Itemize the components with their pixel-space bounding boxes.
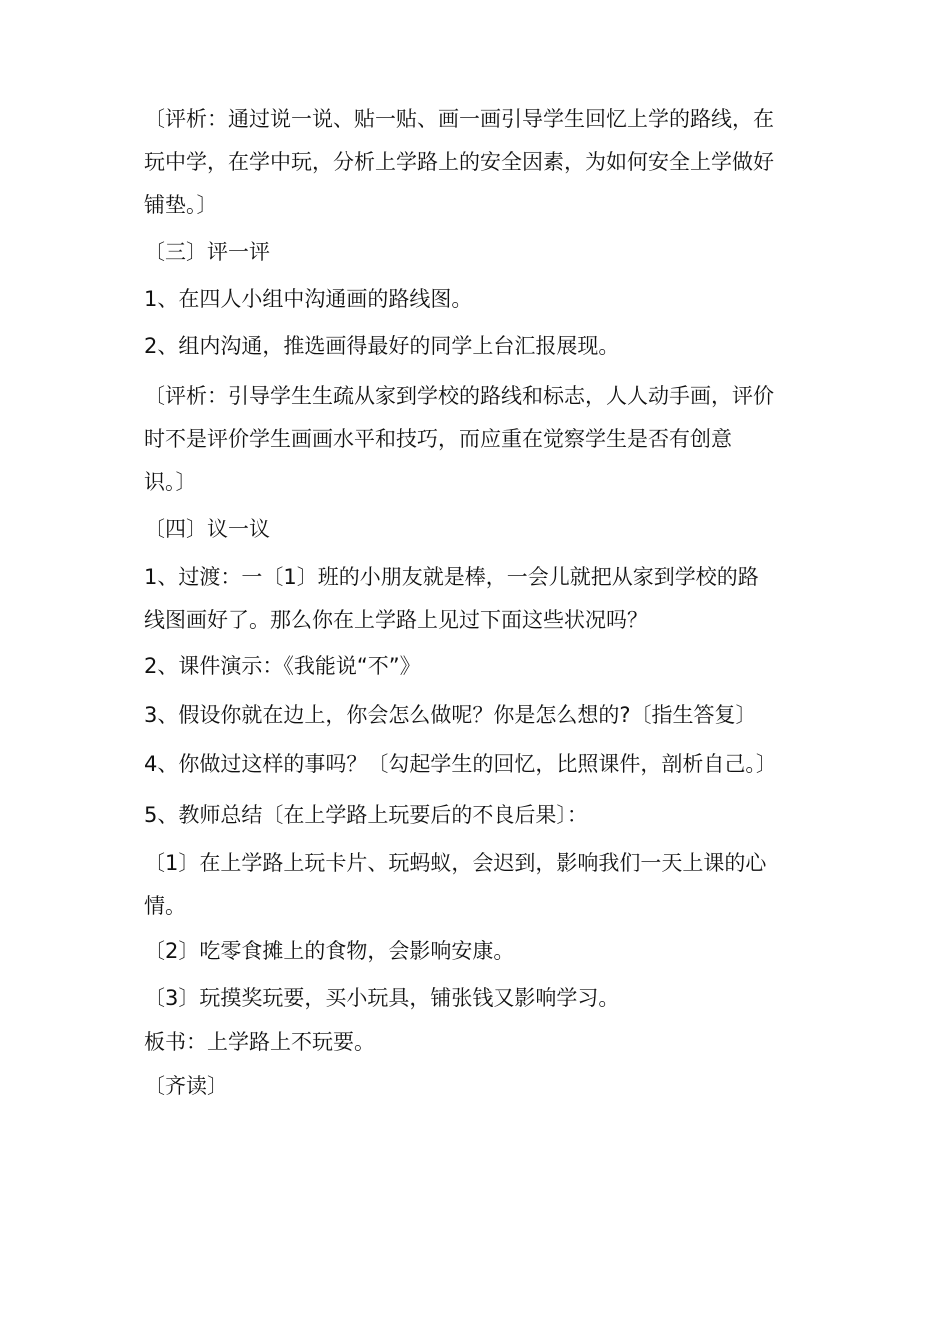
discussion-step-1	[144, 556, 824, 642]
text-line: 时不是评价学生画画水平和技巧，而应重在觉察学生是否有创意	[144, 427, 732, 451]
consequence-1	[144, 842, 824, 928]
blackboard-note	[144, 1021, 824, 1064]
text-line: 〔评析：通过说一说、贴一贴、画一画引导学生回忆上学的路线，在	[144, 107, 774, 131]
text-line: 〔四〕议一议	[144, 517, 270, 541]
discussion-step-3	[144, 694, 824, 737]
text-line: 情。	[144, 894, 186, 918]
text-line: 铺垫。〕	[144, 193, 218, 217]
text-line: 〔3〕玩摸奖玩要，买小玩具，铺张钱又影响学习。	[144, 986, 620, 1010]
text-line: 2、课件演示：《我能说“不”》	[144, 654, 421, 678]
analysis-paragraph-1	[144, 98, 824, 227]
discussion-step-2	[144, 645, 824, 688]
text-line: 2、组内沟通，推选画得最好的同学上台汇报展现。	[144, 334, 620, 358]
text-line: 3、假设你就在边上，你会怎么做呢？你是怎么想的?〔指生答复〕	[144, 703, 757, 727]
text-line: 〔评析：引导学生生疏从家到学校的路线和标志，人人动手画，评价	[144, 384, 774, 408]
text-line: 板书：上学路上不玩要。	[144, 1030, 375, 1054]
text-line: 〔三〕评一评	[144, 240, 270, 264]
analysis-paragraph-2	[144, 375, 824, 504]
section-heading-3	[144, 231, 824, 274]
read-aloud-note	[144, 1065, 824, 1108]
text-line: 〔齐读〕	[144, 1074, 228, 1098]
text-line: 1、在四人小组中沟通画的路线图。	[144, 287, 473, 311]
text-line: 玩中学，在学中玩，分析上学路上的安全因素，为如何安全上学做好	[144, 150, 774, 174]
consequence-2	[144, 930, 824, 973]
text-line: 识。〕	[144, 470, 197, 494]
text-line: 1、过渡：一〔1〕班的小朋友就是棒，一会儿就把从家到学校的路	[144, 565, 759, 589]
step-1	[144, 278, 824, 321]
text-line: 5、教师总结〔在上学路上玩要后的不良后果〕：	[144, 803, 588, 827]
discussion-step-5	[144, 794, 824, 837]
consequence-3	[144, 977, 824, 1020]
text-line: 4、你做过这样的事吗？〔勾起学生的回忆，比照课件，剖析自己。〕	[144, 752, 777, 776]
discussion-step-4	[144, 743, 824, 786]
text-line: 〔2〕吃零食摊上的食物，会影响安康。	[144, 939, 515, 963]
text-line: 〔1〕在上学路上玩卡片、玩蚂蚁，会迟到，影响我们一天上课的心	[144, 851, 767, 875]
text-line: 线图画好了。那么你在上学路上见过下面这些状况吗？	[144, 608, 648, 632]
section-heading-4	[144, 508, 824, 551]
step-2	[144, 325, 824, 368]
